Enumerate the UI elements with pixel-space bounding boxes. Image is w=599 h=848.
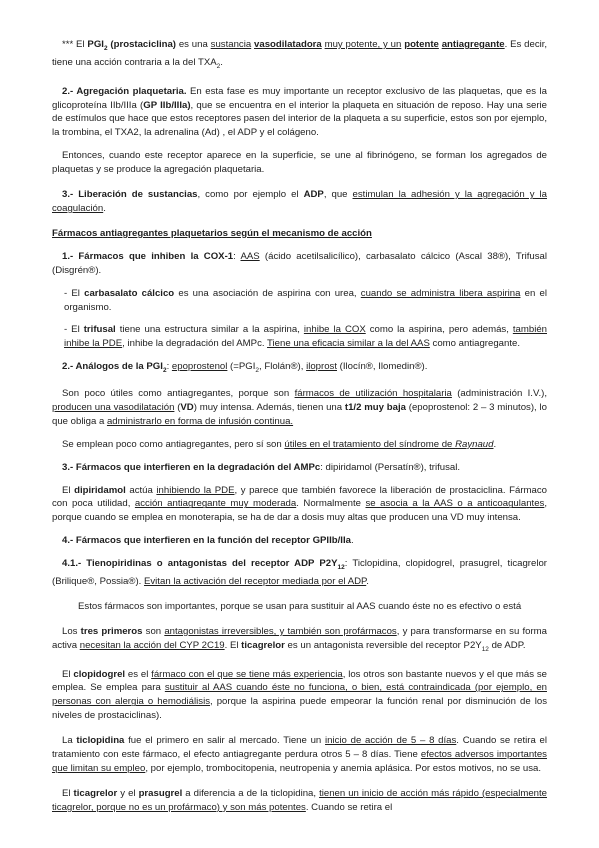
heading-agregacion: 2.- Agregación plaquetaria. [62, 85, 187, 97]
heading-tienopiridinas: 4.1.- Tienopiridinas o antagonistas del receptor ADP $P2Y_{12}$ [62, 558, 345, 572]
term-pgi2: $PGI_2$ [87, 39, 108, 52]
paragraph-poco-utiles: Son poco útiles como antiagregantes, porque son fármacos de utilización hospitalaria (administración I.V.), producen una vasodilatación (VD) muy intensa. Además, tienen una t1/2 muy baja (epoprostenol: 2 – 3 minutos), lo que obliga a administrarlo en forma de infusión continua. [52, 388, 547, 427]
heading-liberacion: 3.- Liberación de sustancias [62, 189, 198, 201]
paragraph-importantes: Estos fármacos son importantes, porque se usan para sustituir al AAS cuando éste no es efectivo o está [78, 600, 522, 612]
paragraph-ampc: 3.- Fármacos que interfieren en la degradación del AMPc: dipiridamol (Persatín®), trifusal. [62, 461, 461, 473]
paragraph-dipiridamol: El dipiridamol actúa inhibiendo la PDE, y parece que también favorece la liberación de prostaciclina. Fármaco con poca utilidad, acción antiagregante muy moderada. Normalmente se asocia a la AAS o a anticoagulantes, porque cuando se emplea en monoterapia, se ha de dar a dosis muy altas que producen una VD muy intensa. [52, 484, 548, 524]
paragraph-ticagrelor: El ticagrelor y el prasugrel a diferencia a de la ticlopidina, tienen un inicio de acción más rápido (especialmente ticagrelor, porque no es un profármaco) y son más potentes. Cuando se retira el [52, 787, 548, 813]
paragraph-tienopiridinas: 4.1.- Tienopiridinas o antagonistas del receptor ADP $P2Y_{12}$: Ticlopidina, clopidogrel, prasugrel, ticagrelor (Brilique®, Possia®). Evitan la activación del receptor mediada por el ADP. [52, 558, 547, 587]
paragraph-pgi2: *** El $PGI_2$ (prostaciclina) es una sustancia vasodilatadora muy potente, y un potente antiagregante. Es decir, tiene una acción contraria a la del $TXA_2$. [52, 39, 548, 70]
asterisks: *** [62, 39, 74, 50]
paragraph-ticlopidina: La ticlopidina fue el primero en salir al mercado. Tiene un inicio de acción de 5 – 8 días. Cuando se retira el tratamiento con este fármaco, el efecto antiagregante perdura otros 5 – 8 días. Tiene efectos adversos importantes que limitan su empleo, por ejemplo, trombocitopenia, neutropenia y anemia aplásica. Por estos motivos, no se usa. [52, 735, 547, 774]
heading-analogos: 2.- Análogos de la $PGI_2$ [62, 361, 167, 375]
paragraph-carbasalato: - El carbasalato cálcico es una asociación de aspirina con urea, cuando se administra libera aspirina en el organismo. [64, 287, 547, 313]
paragraph-clopidogrel: El clopidogrel es el fármaco con el que se tiene más experiencia, los otros son bastante nuevos y el que más se emplea. Se emplea para sustituir al AAS cuando éste no funciona, o bien, está contraindicada (por ejemplo, en personas con alergia o hemodiálisis, porque la aspirina puede empeorar la función renal por disminución de los niveles de prostaciclinas). [52, 668, 547, 722]
paragraph-liberacion: 3.- Liberación de sustancias, como por ejemplo el ADP, que estimulan la adhesión y la agregación y la coagulación. [52, 189, 547, 214]
paragraph-analogos-pgi2: 2.- Análogos de la $PGI_2$: epoprostenol ($=PGI_2$, Flolán®), iloprost (Ilocín®, Ilomedin®). [62, 361, 428, 375]
paragraph-raynaud: Se emplean poco como antiagregantes, pero sí son útiles en el tratamiento del síndrome de Raynaud. [62, 438, 497, 450]
paragraph-gpiib: 4.- Fármacos que interfieren en la función del receptor GPIIb/IIa. [62, 535, 354, 547]
paragraph-agregacion: 2.- Agregación plaquetaria. En esta fase es muy importante un receptor exclusivo de las plaquetas, que es la glicoproteína IIb/IIIa (GP IIb/IIIa), que se encuentra en el interior la plaqueta en situación de reposo. Hay una serie de estímulos que hace que estos receptores pasen del interior de la plaqueta a su superficie, estos son por ejemplo, la trombina, el TXA2, la adrenalina (Ad) , el ADP y el colágeno. [52, 85, 548, 139]
paragraph-tres-primeros: Los tres primeros son antagonistas irreversibles, y también son profármacos, y para transformarse en su forma activa necesitan la acción del CYP 2C19. El ticagrelor es un antagonista reversible del receptor $P2Y_{12}$ de ADP. [52, 625, 547, 653]
paragraph-fibrinogeno: Entonces, cuando este receptor aparece en la superficie, se une al fibrinógeno, se forman los agregados de plaquetas y se produce la agregación plaquetaria. [52, 150, 547, 176]
heading-gpiib: 4.- Fármacos que interfieren en la función del receptor GPIIb/IIa [62, 535, 351, 547]
heading-cox1: 1.- Fármacos que inhiben la COX-1 [62, 250, 234, 262]
section-title: Fármacos antiagregantes plaquetarios según el mecanismo de acción [52, 227, 372, 239]
heading-ampc: 3.- Fármacos que interfieren en la degradación del AMPc [62, 461, 321, 473]
paragraph-trifusal: - El trifusal tiene una estructura similar a la aspirina, inhibe la COX como la aspirina, pero además, también inhibe la PDE, inhibe la degradación del AMPc. Tiene una eficacia similar a la del AAS como antiagregante. [64, 324, 547, 350]
paragraph-cox1: 1.- Fármacos que inhiben la COX-1: AAS (ácido acetilsalicílico), carbasalato cálcico (Ascal 38®), Trifusal (Disgrén®). [52, 250, 547, 276]
